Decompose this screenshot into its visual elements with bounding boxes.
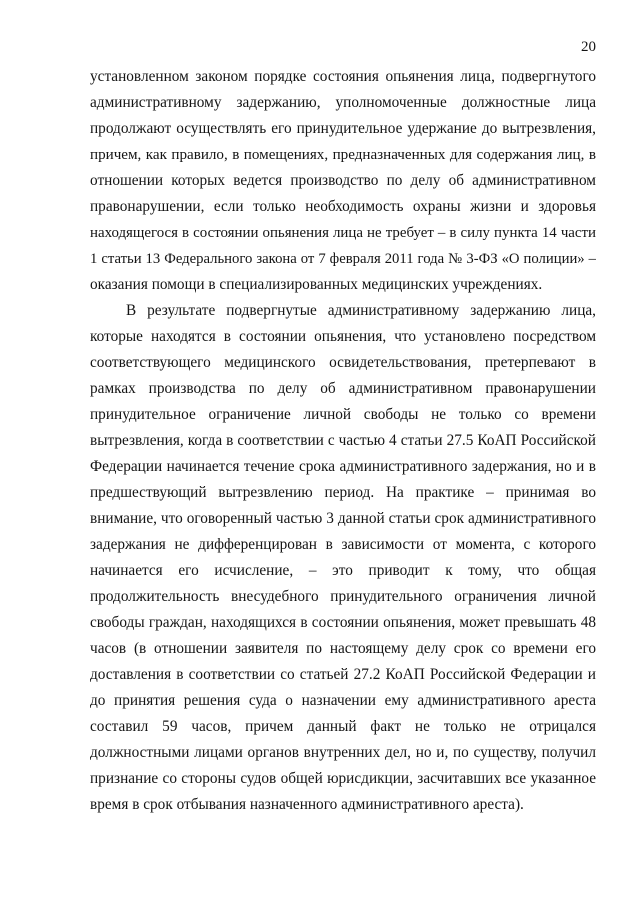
text-line: продолжительность внесудебного принудительного ограничения личной <box>90 588 596 605</box>
text-line: вытрезвления, когда в соответствии с частью 4 статьи 27.5 КоАП Российской <box>90 432 596 449</box>
text-line: принудительное ограничение личной свободы не только со времени <box>90 406 596 423</box>
document-body <box>90 64 596 818</box>
paragraph <box>90 298 596 818</box>
text-line: предшествующий вытрезвлению период. На практике – принимая во <box>90 484 596 501</box>
text-line: время в срок отбывания назначенного административного ареста). <box>90 796 524 813</box>
text-line: находящегося в состоянии опьянения лица не требует – в силу пункта 14 части <box>90 225 596 241</box>
text-line: внимание, что оговоренный частью 3 данной статьи срок административного <box>90 510 596 527</box>
text-line: соответствующего медицинского освидетельствования, претерпевают в <box>90 354 596 371</box>
text-line: установленном законом порядке состояния опьянения лица, подвергнутого <box>90 68 596 85</box>
text-line: начинается его исчисление, – это приводит к тому, что общая <box>90 562 596 579</box>
text-line: которые находятся в состоянии опьянения, что установлено посредством <box>90 328 596 345</box>
text-line: оказания помощи в специализированных медицинских учреждениях. <box>90 276 543 293</box>
text-line: причем, как правило, в помещениях, предназначенных для содержания лиц, в <box>90 147 596 163</box>
text-line: часов (в отношении заявителя по настоящему делу срок со времени его <box>90 640 596 657</box>
text-line: В результате подвергнутые административному задержанию лица, <box>126 302 596 319</box>
text-line: свободы граждан, находящихся в состоянии опьянения, может превышать 48 <box>90 614 596 631</box>
text-line: рамках производства по делу об административном правонарушении <box>90 380 596 397</box>
page-number: 20 <box>581 39 596 55</box>
text-line: 1 статьи 13 Федерального закона от 7 февраля 2011 года № 3-ФЗ «О полиции» – <box>90 251 596 267</box>
text-line: признание со стороны судов общей юрисдикции, засчитавших все указанное <box>90 770 596 787</box>
text-line: составил 59 часов, причем данный факт не только не отрицался <box>90 718 596 735</box>
text-line: задержания не дифференцирован в зависимости от момента, с которого <box>90 536 596 553</box>
text-line: должностными лицами органов внутренних дел, но и, по существу, получил <box>90 744 596 761</box>
text-line: продолжают осуществлять его принудительное удержание до вытрезвления, <box>90 120 596 137</box>
text-line: Федерации начинается течение срока административного задержания, но и в <box>90 458 596 475</box>
text-line: административному задержанию, уполномоченные должностные лица <box>90 94 596 111</box>
text-line: до принятия решения суда о назначении ему административного ареста <box>90 692 596 709</box>
text-line: правонарушении, если только необходимость охраны жизни и здоровья <box>90 198 596 215</box>
text-line: отношении которых ведется производство по делу об административном <box>90 172 596 189</box>
text-line: доставления в соответствии со статьей 27.2 КоАП Российской Федерации и <box>90 666 596 683</box>
paragraph <box>90 64 596 298</box>
